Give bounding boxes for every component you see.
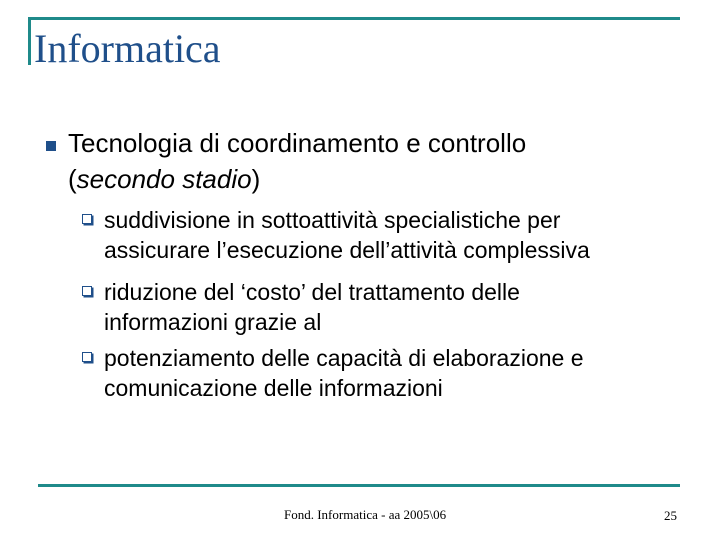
footer-course: Fond. Informatica - aa 2005\06 bbox=[284, 507, 447, 522]
left-rule bbox=[28, 17, 31, 65]
hollow-square-bullet-icon bbox=[82, 352, 92, 362]
paren-open: ( bbox=[68, 164, 77, 194]
sub-bullet-1-line1: suddivisione in sottoattività specialistiche per bbox=[104, 207, 561, 233]
sub-bullet-2 bbox=[104, 277, 674, 337]
sub-bullet-2-line1: riduzione del ‘costo’ del trattamento delle bbox=[104, 279, 520, 305]
sub-bullet-3-line2: comunicazione delle informazioni bbox=[104, 375, 443, 401]
main-bullet-text bbox=[68, 125, 688, 197]
main-bullet-line1: Tecnologia di coordinamento e controllo bbox=[68, 128, 527, 158]
hollow-square-bullet-icon bbox=[82, 286, 92, 296]
sub-bullet-1 bbox=[104, 205, 674, 265]
sub-bullet-2-line2: informazioni grazie al bbox=[104, 309, 322, 335]
slide-title: Informatica bbox=[34, 26, 221, 71]
sub-bullet-1-line2: assicurare l’esecuzione dell’attività complessiva bbox=[104, 237, 590, 263]
main-bullet-emphasis: secondo stadio bbox=[76, 164, 252, 194]
bottom-rule bbox=[38, 484, 680, 487]
sub-bullet-3 bbox=[104, 343, 674, 403]
hollow-square-bullet-icon bbox=[82, 214, 92, 224]
footer-page-number: 25 bbox=[664, 508, 677, 523]
square-bullet-icon bbox=[46, 141, 56, 151]
sub-bullet-3-line1: potenziamento delle capacità di elaborazione e bbox=[104, 345, 584, 371]
paren-close: ) bbox=[251, 164, 261, 194]
